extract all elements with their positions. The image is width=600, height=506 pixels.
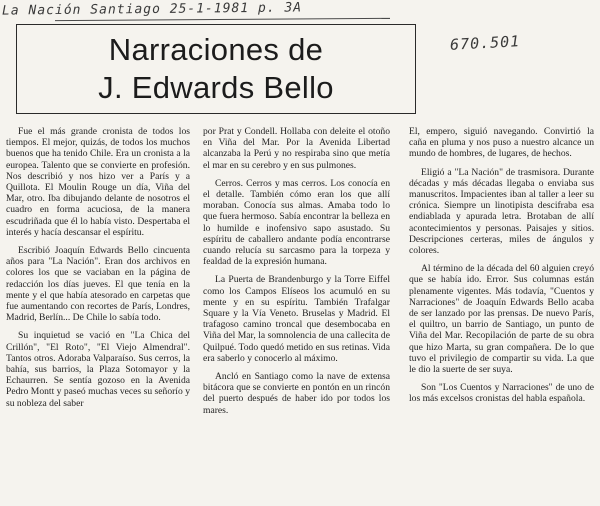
headline-line-1: Narraciones de: [108, 32, 324, 67]
paragraph: La Puerta de Brandenburgo y la Torre Eiffel como los Campos Elíseos los acumuló en su mente y en su espíritu. También Trafalgar Square y la Vía Veneto. Bruselas y Madrid. El trafagoso camino troncal que desembocaba en Viña del Mar, la somnolencia de una callecita de Quilpué. Todo quedó metido en sus retinas. Vida era saberlo y conocerlo al máximo.: [203, 274, 390, 364]
headline-box: [16, 24, 416, 114]
paragraph: por Prat y Condell. Hollaba con deleite el otoño en Viña del Mar. Por la Avenida Libertad alcanzaba la Perú y no respiraba sino que metía el mar en su cerebro y en sus pulmones.: [203, 126, 390, 171]
paragraph: El, empero, siguió navegando. Convirtió la caña en pluma y nos puso a nuestro alcance un mundo de hombres, de lugares, de hechos.: [409, 126, 594, 160]
paragraph: Eligió a "La Nación" de trasmisora. Durante décadas y más décadas llegaba o enviaba sus manuscritos. Impacientes iban al taller a leer su crónica. Siempre un linotipista descifraba esa endiablada y apurada letra. Brotaban de allí acontecimientos y personas. Paisajes y sitios. Descripciones certeras, miles de ángulos y colores.: [409, 166, 594, 257]
handwritten-source-note: La Nación Santiago 25-1-1981 p. 3A: [1, 0, 303, 19]
article-column-2: [203, 126, 390, 423]
paragraph: Escribió Joaquín Edwards Bello cincuenta años para "La Nación". Eran dos archivos en colores los que se vaciaban en la página de redacción los días jueves. El que tenía en la mente y el que había atesorado en carpetas que fue aumentando con recortes de París, Londres, Madrid, Berlín... De Chile lo sabía todo.: [6, 245, 190, 324]
paragraph: Son "Los Cuentos y Narraciones" de uno de los más excelsos cronistas del habla española.: [409, 382, 594, 405]
paragraph: Su inquietud se vació en "La Chica del Crillón", "El Roto", "El Viejo Almendral". Tantos otros. Adoraba Valparaíso. Sus cerros, la bahía, sus barrios, la Plaza Sotomayor y la Echaurren. Se sentía gozoso en la Avenida Pedro Montt y paseó muchas veces su señorío y su nobleza del saber: [6, 330, 190, 409]
paragraph: Al término de la década del 60 alguien creyó que se había ido. Error. Sus columnas están plenamente vigentes. Más todavía, "Cuentos y Narraciones" de Joaquín Edwards Bello acaba de ser lanzado por las prensas. De nuevo París, el quiltro, un barrio de Santiago, un punto de Viña del Mar. Recopilación de parte de su obra que hizo Marta, su gran compañera. De lo que tuvo el privilegio de compartir su vida. La que le dio la suerte de ser suya.: [409, 263, 594, 376]
paragraph: Ancló en Santiago como la nave de extensa bitácora que se convierte en pontón en un rincón del puerto después de haber ido por todos los mares.: [203, 371, 390, 416]
handwritten-reference-number: 670.501: [449, 32, 521, 54]
article-column-1: [6, 126, 190, 416]
handwritten-underline: [55, 18, 390, 21]
paragraph: Cerros. Cerros y mas cerros. Los conocía en el detalle. También cómo eran los que allí moraban. Conocía sus almas. Amaba todo lo que fuera hermoso. Sabía encontrar la belleza en lo humilde e inofensivo sapo asustado. Su espíritu de caballero andante podía encontrarse cuando relucía su sarcasmo para la torpeza y fealdad de la expresión humana.: [203, 177, 390, 268]
headline-line-2: J. Edwards Bello: [98, 70, 334, 105]
article-column-3: [409, 126, 594, 412]
paragraph: Fue el más grande cronista de todos los tiempos. El mejor, quizás, de todos los muchos buenos que ha tenido Chile. Era un cronista a la europea. Talento que se convierte en profesión. Nos describió y nos hizo ver a París y a Quillota. El Moulin Rouge un día, Viña del Mar, otro. Iba dibujando delante de nosotros el cuadro en forma acuciosa, de la manera escudriñada que él lo había visto. Despertaba el interés y hacía descansar el espíritu.: [6, 126, 190, 238]
